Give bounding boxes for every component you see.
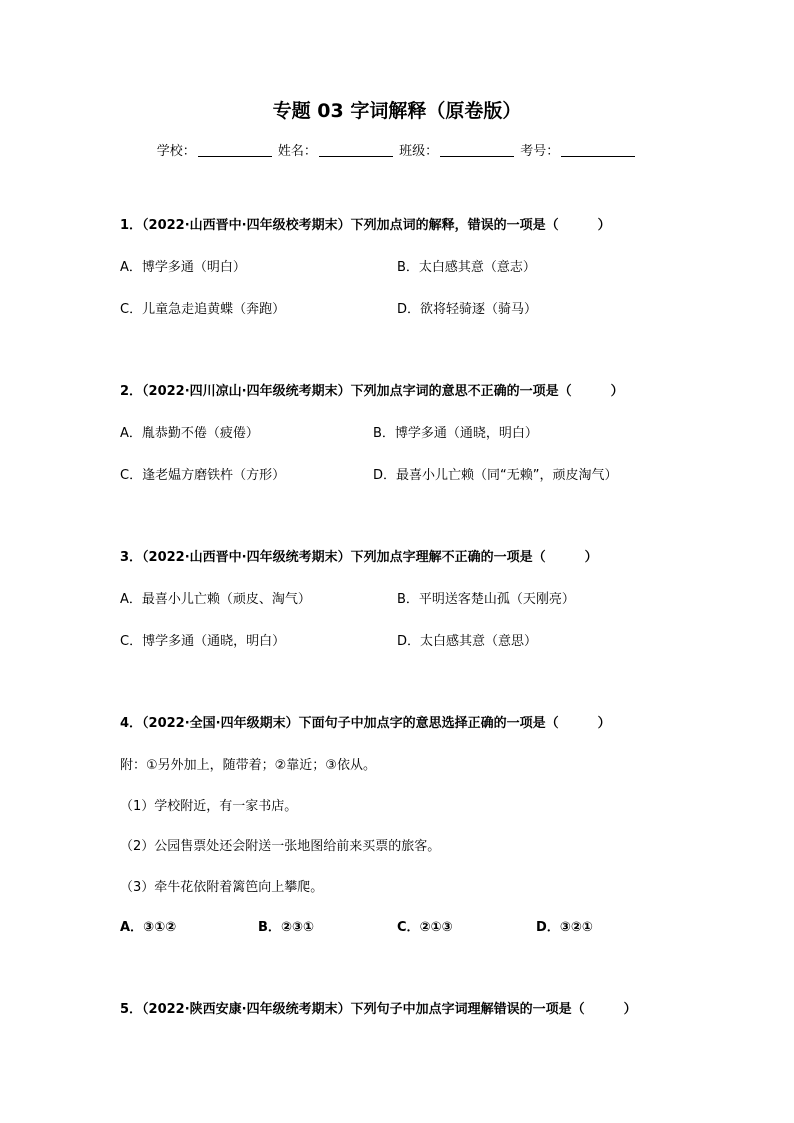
question-2-option-d[interactable]: D．最喜小儿亡赖（同“无赖”，顽皮淘气）: [373, 468, 618, 483]
question-4-sentence-3: （3）牵牛花依附着篱笆向上攀爬。: [120, 880, 324, 895]
question-4-option-d[interactable]: D．③②①: [536, 920, 593, 935]
exam-number-label: 考号：: [520, 144, 560, 159]
school-label: 学校：: [156, 144, 196, 159]
question-1-option-c[interactable]: C．儿童急走追黄蝶（奔跑）: [120, 302, 286, 317]
exam-number-blank[interactable]: [561, 142, 635, 157]
question-4-definition: 附：①另外加上，随带着；②靠近；③依从。: [120, 758, 376, 773]
question-1-option-a[interactable]: A．博学多通（明白）: [120, 260, 246, 275]
question-1-option-b[interactable]: B．太白感其意（意志）: [397, 260, 536, 275]
class-blank[interactable]: [440, 142, 514, 157]
question-2-option-b[interactable]: B．博学多通（通晓，明白）: [373, 426, 538, 441]
question-2-option-c[interactable]: C．逢老媪方磨铁杵（方形）: [120, 468, 286, 483]
question-1-option-d[interactable]: D．欲将轻骑逐（骑马）: [397, 302, 538, 317]
student-info-row: [0, 140, 794, 159]
question-4-sentence-2: （2）公园售票处还会附送一张地图给前来买票的旅客。: [120, 839, 441, 854]
question-4-option-a[interactable]: A．③①②: [120, 920, 177, 935]
class-label: 班级：: [399, 144, 439, 159]
name-label: 姓名：: [277, 144, 317, 159]
question-3-stem: 3．（2022·山西晋中·四年级统考期末）下列加点字理解不正确的一项是（ ）: [120, 550, 598, 565]
page-title: 专题 03 字词解释（原卷版）: [272, 100, 522, 122]
question-3-option-b[interactable]: B．平明送客楚山孤（天刚亮）: [397, 592, 575, 607]
question-5-stem: 5．（2022·陕西安康·四年级统考期末）下列句子中加点字词理解错误的一项是（ ）: [120, 1002, 637, 1017]
question-3-option-c[interactable]: C．博学多通（通晓，明白）: [120, 634, 286, 649]
question-4-sentence-1: （1）学校附近，有一家书店。: [120, 799, 298, 814]
question-2-option-a[interactable]: A．胤恭勤不倦（疲倦）: [120, 426, 259, 441]
question-2-stem: 2．（2022·四川凉山·四年级统考期末）下列加点字词的意思不正确的一项是（ ）: [120, 384, 624, 399]
question-4-option-b[interactable]: B．②③①: [258, 920, 314, 935]
question-3-option-a[interactable]: A．最喜小儿亡赖（顽皮、淘气）: [120, 592, 311, 607]
question-1-stem: 1．（2022·山西晋中·四年级校考期末）下列加点词的解释，错误的一项是（ ）: [120, 218, 611, 233]
question-4-stem: 4．（2022·全国·四年级期末）下面句子中加点字的意思选择正确的一项是（ ）: [120, 716, 611, 731]
question-4-option-c[interactable]: C．②①③: [397, 920, 453, 935]
school-blank[interactable]: [198, 142, 272, 157]
question-3-option-d[interactable]: D．太白感其意（意思）: [397, 634, 538, 649]
name-blank[interactable]: [319, 142, 393, 157]
